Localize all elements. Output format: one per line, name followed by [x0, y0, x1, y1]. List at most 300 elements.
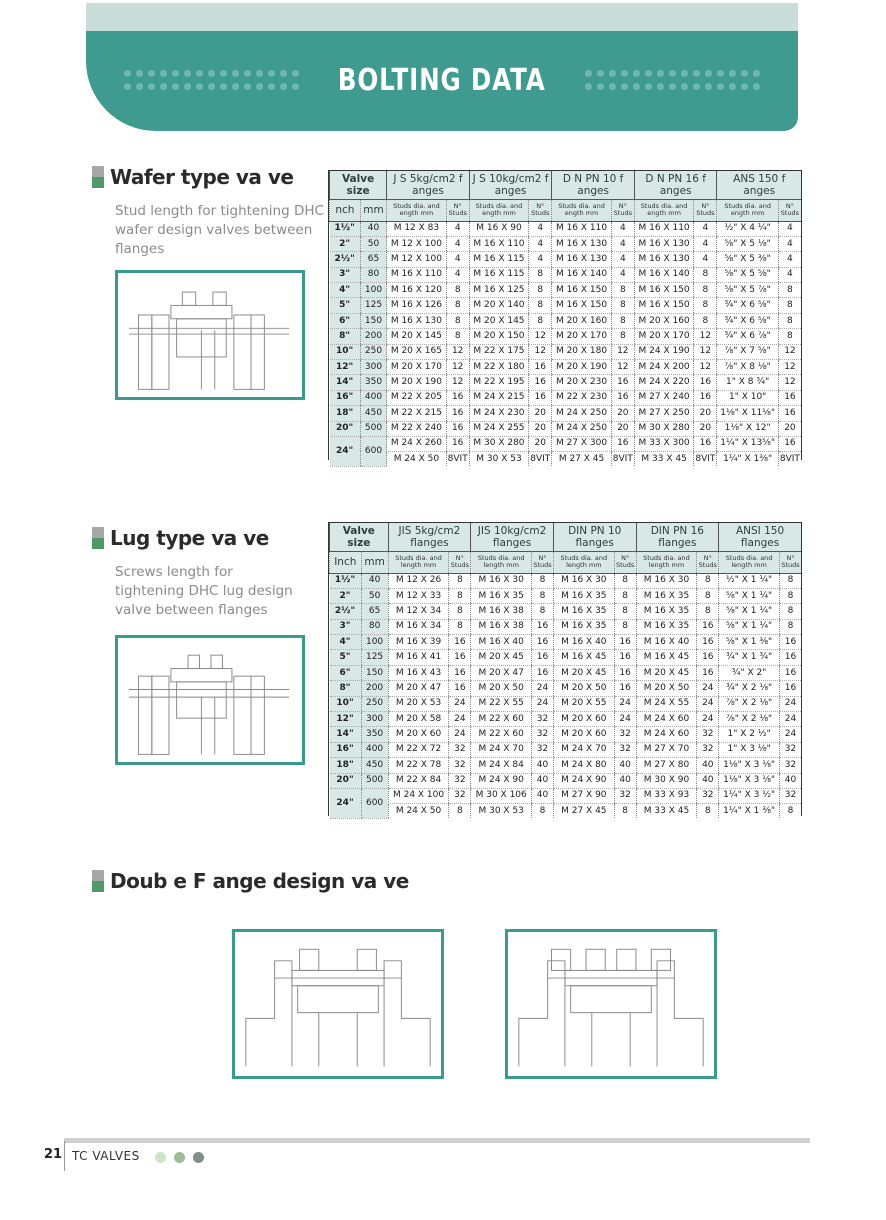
table-cell: ⅝" X 5 ⅜": [717, 252, 778, 267]
table-cell: 24: [449, 712, 471, 727]
table-cell: 40: [780, 773, 801, 788]
table-header-row: [330, 523, 802, 551]
table-cell: M 24 X 215: [469, 390, 528, 405]
wafer-bolting-table: [329, 171, 801, 467]
table-cell: 16: [778, 390, 801, 405]
table-cell: 20: [778, 421, 801, 436]
table-row: [330, 665, 802, 680]
table-cell: M 16 X 130: [552, 236, 611, 251]
table-cell: 3": [330, 267, 361, 282]
table-row: [330, 712, 802, 727]
table-cell: 16: [449, 665, 471, 680]
table-row: [330, 758, 802, 773]
table-cell: 16: [780, 635, 801, 650]
table-cell: M 12 X 34: [388, 604, 449, 619]
banner-dot: [657, 70, 664, 77]
table-cell: 40: [361, 573, 388, 588]
table-cell: ¾" X 6 ⅝": [717, 298, 778, 313]
table-cell: M 20 X 230: [552, 375, 611, 390]
banner-dot: [280, 83, 287, 90]
table-row: [330, 742, 802, 757]
table-cell: 8: [694, 267, 717, 282]
table-cell: N° Studs: [697, 551, 719, 573]
table-cell: M 24 X 70: [471, 742, 532, 757]
table-cell: ANSI 150 flanges: [719, 523, 801, 551]
table-cell: M 24 X 60: [636, 727, 697, 742]
table-cell: 16: [449, 650, 471, 665]
table-cell: 65: [360, 252, 386, 267]
table-row: [330, 650, 802, 665]
table-cell: 12: [694, 344, 717, 359]
table-cell: 40: [532, 788, 554, 803]
table-cell: 400: [360, 390, 386, 405]
table-cell: M 33 X 45: [636, 803, 697, 818]
table-cell: 4": [330, 283, 361, 298]
table-cell: M 24 X 84: [471, 758, 532, 773]
banner-dot: [268, 70, 275, 77]
table-cell: 32: [449, 758, 471, 773]
table-cell: M 20 X 60: [388, 727, 449, 742]
section-title-text: Doub e F ange design va ve: [110, 869, 409, 893]
page-number: 21: [44, 1147, 63, 1162]
table-cell: 350: [360, 375, 386, 390]
table-cell: 200: [360, 329, 386, 344]
banner-dot: [256, 70, 263, 77]
table-cell: 16: [449, 681, 471, 696]
table-cell: 4: [529, 221, 552, 236]
table-cell: M 22 X 180: [469, 360, 528, 375]
banner-dot: [196, 83, 203, 90]
valve-drawing-svg: [118, 273, 302, 397]
table-cell: M 22 X 195: [469, 375, 528, 390]
table-cell: 1¼" X 1 ⅜": [719, 803, 780, 818]
table-cell: M 16 X 140: [552, 267, 611, 282]
banner-dot: [268, 83, 275, 90]
table-cell: M 20 X 47: [471, 665, 532, 680]
table-cell: M 16 X 35: [636, 588, 697, 603]
table-cell: 450: [360, 406, 386, 421]
table-cell: M 16 X 40: [553, 635, 614, 650]
table-row: [330, 344, 802, 359]
lug-description: [115, 563, 293, 620]
table-cell: N° Studs: [694, 199, 717, 221]
table-cell: 14": [330, 375, 361, 390]
table-cell: 1" X 2 ½": [719, 727, 780, 742]
table-cell: ½" X 4 ¼": [717, 221, 778, 236]
table-cell: N° Studs: [614, 551, 636, 573]
table-cell: 32: [532, 742, 554, 757]
footer-dot: [174, 1152, 185, 1163]
lug-valve-drawing: [115, 635, 305, 765]
table-cell: M 22 X 78: [388, 758, 449, 773]
table-row: [330, 588, 802, 603]
banner-dot: [232, 70, 239, 77]
table-cell: 16: [529, 375, 552, 390]
table-row: [330, 436, 802, 451]
table-cell: DIN PN 10 flanges: [553, 523, 636, 551]
table-cell: M 16 X 110: [387, 267, 446, 282]
table-cell: 8VIT: [611, 451, 634, 466]
table-cell: M 16 X 150: [552, 298, 611, 313]
table-cell: 450: [361, 758, 388, 773]
table-cell: 350: [361, 727, 388, 742]
banner-dot: [148, 70, 155, 77]
table-cell: 250: [360, 344, 386, 359]
table-cell: 24: [449, 696, 471, 711]
table-cell: 12: [446, 360, 469, 375]
table-cell: N° Studs: [611, 199, 634, 221]
table-cell: 8: [780, 803, 801, 818]
table-cell: M 27 X 45: [552, 451, 611, 466]
banner-dot: [705, 83, 712, 90]
table-cell: 8: [694, 283, 717, 298]
table-cell: 10": [330, 696, 362, 711]
banner-dot: [633, 83, 640, 90]
table-cell: Studs dia. and ength mm: [717, 199, 778, 221]
table-cell: 8: [532, 803, 554, 818]
table-cell: M 24 X 255: [469, 421, 528, 436]
table-cell: M 20 X 45: [636, 665, 697, 680]
table-cell: M 33 X 300: [634, 436, 693, 451]
top-bar: [86, 3, 798, 31]
table-cell: M 22 X 84: [388, 773, 449, 788]
table-cell: 1⅛" X 3 ⅛": [719, 773, 780, 788]
table-cell: 1½": [330, 573, 362, 588]
valve-drawing-svg: [508, 932, 714, 1076]
table-cell: JIS 5kg/cm2 flanges: [388, 523, 471, 551]
table-cell: M 20 X 170: [552, 329, 611, 344]
desc-line: Screws length for: [115, 564, 233, 580]
table-cell: 4: [611, 221, 634, 236]
table-cell: 16": [330, 742, 362, 757]
banner-dot: [717, 83, 724, 90]
table-cell: 16: [532, 665, 554, 680]
table-row: [330, 619, 802, 634]
table-row: [330, 236, 802, 251]
table-cell: M 30 X 280: [634, 421, 693, 436]
table-cell: M 24 X 220: [634, 375, 693, 390]
banner-dot: [148, 83, 155, 90]
table-cell: 12: [694, 329, 717, 344]
table-cell: 24: [614, 712, 636, 727]
table-cell: 8: [611, 313, 634, 328]
table-cell: 4: [446, 267, 469, 282]
table-cell: 4: [446, 221, 469, 236]
table-cell: M 22 X 230: [552, 390, 611, 405]
banner-dot: [292, 83, 299, 90]
wafer-description: [115, 202, 324, 259]
desc-line: valve between flanges: [115, 602, 268, 618]
table-cell: 32: [614, 727, 636, 742]
table-cell: M 16 X 90: [469, 221, 528, 236]
table-cell: M 16 X 110: [552, 221, 611, 236]
table-cell: 5": [330, 650, 362, 665]
table-cell: mm: [360, 199, 386, 221]
table-cell: M 24 X 250: [552, 421, 611, 436]
table-cell: 24": [330, 436, 361, 466]
banner-dot: [232, 83, 239, 90]
banner-dots-left: [124, 70, 299, 90]
banner-dot: [184, 83, 191, 90]
table-cell: M 27 X 80: [636, 758, 697, 773]
table-cell: 4: [778, 267, 801, 282]
table-cell: M 16 X 30: [471, 573, 532, 588]
table-cell: M 16 X 35: [636, 604, 697, 619]
banner-dot: [597, 83, 604, 90]
table-cell: 65: [361, 604, 388, 619]
table-cell: M 16 X 125: [469, 283, 528, 298]
table-cell: M 16 X 34: [388, 619, 449, 634]
table-cell: 20": [330, 773, 362, 788]
table-cell: 16: [780, 681, 801, 696]
table-cell: ⅞" X 7 ⅝": [717, 344, 778, 359]
table-cell: 80: [360, 267, 386, 282]
table-cell: 16: [780, 665, 801, 680]
table-cell: 18": [330, 758, 362, 773]
table-cell: 40: [697, 773, 719, 788]
table-cell: 8: [446, 283, 469, 298]
table-cell: M 24 X 230: [469, 406, 528, 421]
table-row: [330, 635, 802, 650]
double-flange-drawing-left: [232, 929, 444, 1079]
table-cell: ⅞" X 2 ⅛": [719, 696, 780, 711]
table-row: [330, 298, 802, 313]
table-cell: 16: [697, 635, 719, 650]
table-cell: M 12 X 26: [388, 573, 449, 588]
table-cell: mm: [361, 551, 388, 573]
table-cell: M 20 X 160: [634, 313, 693, 328]
table-cell: M 20 X 140: [469, 298, 528, 313]
table-cell: 4: [529, 252, 552, 267]
table-cell: M 30 X 106: [471, 788, 532, 803]
table-cell: Studs dia. and length mm: [636, 551, 697, 573]
table-cell: ⅝" X 5 ⅝": [717, 267, 778, 282]
table-cell: 16: [532, 635, 554, 650]
table-cell: 8VIT: [446, 451, 469, 466]
table-cell: 8": [330, 329, 361, 344]
table-cell: M 16 X 45: [553, 650, 614, 665]
table-cell: ⅝" X 1 ¼": [719, 588, 780, 603]
table-cell: M 30 X 280: [469, 436, 528, 451]
table-cell: 6": [330, 665, 362, 680]
desc-line: Stud length for tightening DHC: [115, 203, 324, 219]
table-cell: 12: [611, 344, 634, 359]
table-cell: 16: [697, 619, 719, 634]
table-cell: 125: [361, 650, 388, 665]
table-cell: 24: [697, 712, 719, 727]
table-cell: ANS 150 f anges: [717, 171, 801, 199]
table-cell: M 16 X 40: [636, 635, 697, 650]
table-cell: M 20 X 190: [387, 375, 446, 390]
table-cell: M 20 X 145: [469, 313, 528, 328]
table-row: [330, 451, 802, 466]
banner-dot: [597, 70, 604, 77]
table-cell: D N PN 16 f anges: [634, 171, 717, 199]
table-cell: 4: [446, 236, 469, 251]
table-cell: 16: [697, 650, 719, 665]
table-cell: M 16 X 150: [634, 298, 693, 313]
table-cell: J S 10kg/cm2 f anges: [469, 171, 552, 199]
banner-dot: [753, 83, 760, 90]
table-cell: 8: [532, 604, 554, 619]
table-cell: ¾" X 6 ⅝": [717, 313, 778, 328]
footer-rule: [64, 1138, 810, 1143]
table-cell: M 22 X 60: [471, 712, 532, 727]
table-cell: M 20 X 50: [553, 681, 614, 696]
table-cell: 300: [361, 712, 388, 727]
table-cell: M 12 X 83: [387, 221, 446, 236]
table-cell: M 16 X 30: [636, 573, 697, 588]
banner-dot: [124, 83, 131, 90]
footer-dot: [193, 1152, 204, 1163]
table-cell: 4: [529, 236, 552, 251]
table-cell: 8: [529, 267, 552, 282]
table-cell: 16: [614, 650, 636, 665]
banner-dot: [244, 70, 251, 77]
banner-dot: [681, 83, 688, 90]
table-cell: M 24 X 70: [553, 742, 614, 757]
table-cell: 32: [614, 742, 636, 757]
table-cell: nch: [330, 199, 361, 221]
table-cell: 4": [330, 635, 362, 650]
table-cell: M 16 X 35: [471, 588, 532, 603]
banner-dot: [609, 70, 616, 77]
banner-dot: [256, 83, 263, 90]
table-cell: M 20 X 47: [388, 681, 449, 696]
table-cell: M 12 X 100: [387, 252, 446, 267]
banner-dot: [693, 70, 700, 77]
table-cell: 8VIT: [778, 451, 801, 466]
table-cell: M 22 X 240: [387, 421, 446, 436]
table-cell: M 16 X 130: [387, 313, 446, 328]
table-cell: 8: [614, 803, 636, 818]
table-cell: M 20 X 55: [553, 696, 614, 711]
table-cell: 24: [449, 727, 471, 742]
banner-dot: [693, 83, 700, 90]
table-cell: M 30 X 90: [636, 773, 697, 788]
table-cell: Studs dia. and ength mm: [469, 199, 528, 221]
table-cell: 12: [529, 344, 552, 359]
table-cell: 24: [532, 681, 554, 696]
table-cell: M 24 X 90: [553, 773, 614, 788]
table-cell: M 16 X 40: [471, 635, 532, 650]
table-cell: 16": [330, 390, 361, 405]
table-cell: M 16 X 126: [387, 298, 446, 313]
table-cell: 8: [780, 619, 801, 634]
banner-dot: [160, 83, 167, 90]
table-cell: 1¼" X 3 ½": [719, 788, 780, 803]
table-cell: M 16 X 130: [634, 252, 693, 267]
table-cell: M 16 X 140: [634, 267, 693, 282]
banner-dot: [705, 70, 712, 77]
table-cell: 16: [449, 635, 471, 650]
section-marker: [92, 166, 104, 188]
table-row: [330, 803, 802, 818]
table-cell: 80: [361, 619, 388, 634]
banner-dot: [609, 83, 616, 90]
table-cell: M 24 X 260: [387, 436, 446, 451]
table-cell: N° Studs: [780, 551, 801, 573]
table-cell: M 30 X 53: [469, 451, 528, 466]
table-cell: 1¼" X 1⅜": [717, 451, 778, 466]
table-cell: 8: [614, 604, 636, 619]
table-cell: 8: [614, 588, 636, 603]
banner-dot: [621, 83, 628, 90]
table-cell: 16: [532, 650, 554, 665]
table-cell: 100: [360, 283, 386, 298]
table-cell: 150: [361, 665, 388, 680]
table-cell: M 20 X 170: [387, 360, 446, 375]
table-cell: J S 5kg/cm2 f anges: [387, 171, 470, 199]
table-cell: 20: [611, 406, 634, 421]
table-row: [330, 406, 802, 421]
table-cell: 16: [694, 390, 717, 405]
table-cell: 8: [778, 283, 801, 298]
table-cell: 8": [330, 681, 362, 696]
table-cell: 4: [778, 221, 801, 236]
table-cell: M 20 X 58: [388, 712, 449, 727]
table-cell: M 20 X 53: [388, 696, 449, 711]
table-cell: 500: [361, 773, 388, 788]
section-title-text: Lug type va ve: [110, 526, 269, 550]
table-row: [330, 573, 802, 588]
table-cell: M 16 X 110: [634, 221, 693, 236]
table-cell: Valve size: [330, 523, 389, 551]
table-row: [330, 313, 802, 328]
table-cell: ⅝" X 5 ⅞": [717, 283, 778, 298]
banner-dot: [633, 70, 640, 77]
table-cell: 16: [611, 436, 634, 451]
banner-dot: [657, 83, 664, 90]
table-cell: JIS 10kg/cm2 flanges: [471, 523, 554, 551]
table-cell: M 24 X 100: [388, 788, 449, 803]
table-row: [330, 360, 802, 375]
table-cell: 4: [778, 236, 801, 251]
table-cell: 8: [446, 313, 469, 328]
table-cell: M 24 X 200: [634, 360, 693, 375]
table-cell: 32: [780, 742, 801, 757]
table-cell: 16: [446, 390, 469, 405]
banner-dot: [621, 70, 628, 77]
table-cell: 32: [780, 788, 801, 803]
table-cell: 8VIT: [529, 451, 552, 466]
table-cell: 16: [446, 436, 469, 451]
table-cell: M 20 X 50: [636, 681, 697, 696]
table-cell: 600: [361, 788, 388, 818]
table-cell: ⅝" X 1 ⅜": [719, 635, 780, 650]
section-title-lug: [92, 526, 269, 550]
table-cell: 12: [778, 360, 801, 375]
table-cell: 12: [778, 344, 801, 359]
table-cell: M 20 X 170: [634, 329, 693, 344]
table-cell: M 27 X 90: [553, 788, 614, 803]
table-row: [330, 604, 802, 619]
banner-dot: [645, 83, 652, 90]
desc-line: wafer design valves between: [115, 222, 313, 238]
table-cell: 8: [614, 619, 636, 634]
table-cell: ⅝" X 5 ⅛": [717, 236, 778, 251]
table-cell: 32: [449, 788, 471, 803]
table-cell: 14": [330, 727, 362, 742]
section-title-double: [92, 869, 409, 893]
table-cell: 32: [449, 742, 471, 757]
table-cell: M 27 X 45: [553, 803, 614, 818]
table-cell: 8: [780, 588, 801, 603]
table-cell: 8: [446, 329, 469, 344]
table-cell: ¾" X 6 ⅞": [717, 329, 778, 344]
table-cell: 20: [529, 421, 552, 436]
table-cell: 12": [330, 360, 361, 375]
